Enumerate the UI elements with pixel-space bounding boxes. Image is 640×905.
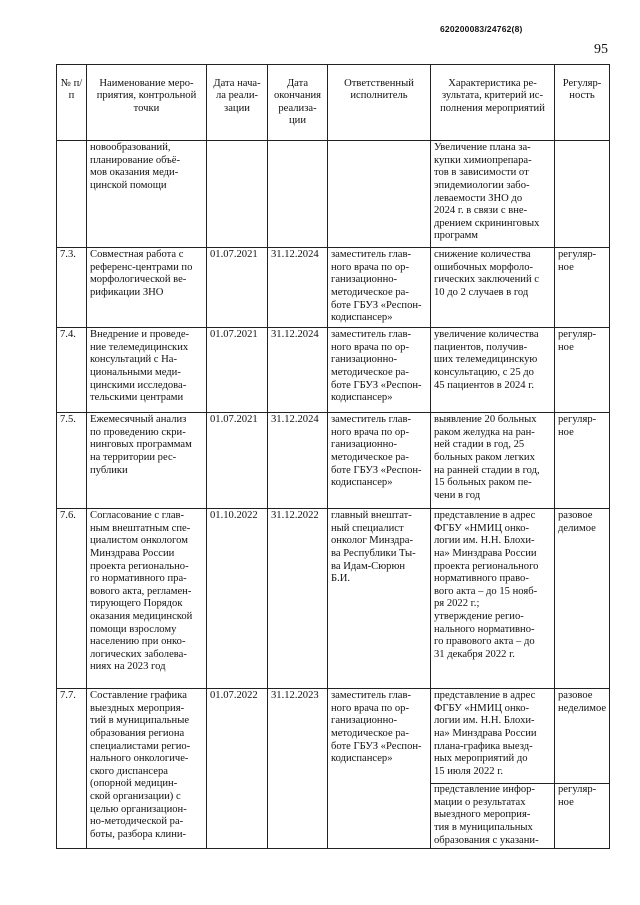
start-date-cell xyxy=(207,141,268,248)
result-text: Увеличение плана за- купки химиопрепара- тов в зависимости от эпидемиологии забо- леваемости ЗНО до 2024 г. в связи с вне- дрением скрининговых программ xyxy=(434,142,540,242)
result-cell xyxy=(431,248,555,328)
result-cell xyxy=(431,328,555,413)
regularity-cell xyxy=(555,509,610,689)
start-date-cell: 01.07.2022 xyxy=(207,689,268,849)
table-row xyxy=(57,141,610,248)
end-date-cell xyxy=(268,141,328,248)
result-text: выявление 20 больных раком желудка на ран- ней стадии в год, 25 больных раком легких на ранней стадии в год, 15 больных раком пе- чени в год xyxy=(434,414,540,501)
plan-table xyxy=(56,64,610,849)
page-number: 95 xyxy=(594,42,608,57)
regularity-cell xyxy=(555,248,610,328)
end-date-cell: 31.12.2024 xyxy=(268,413,328,509)
row-number-cell: 7.5. xyxy=(57,413,87,509)
row-number-cell: 7.3. xyxy=(57,248,87,328)
row-number-cell xyxy=(57,141,87,248)
row-number-cell: 7.7. xyxy=(57,689,87,849)
responsible-cell: заместитель глав- ного врача по ор- ганизационно- методическое ра- боте ГБУЗ «Респон- кодиспансер» xyxy=(328,689,431,849)
row-number-cell: 7.4. xyxy=(57,328,87,413)
end-date-cell: 31.12.2024 xyxy=(268,328,328,413)
table-row xyxy=(57,328,610,413)
activity-name-cell: Ежемесячный анализ по проведению скри- нинговых программам на территории рес- публики xyxy=(87,413,207,509)
reg-text: разовое делимое xyxy=(558,510,596,534)
start-date-cell: 01.10.2022 xyxy=(207,509,268,689)
result-cell xyxy=(431,141,555,248)
start-date-cell: 01.07.2021 xyxy=(207,328,268,413)
responsible-cell: заместитель глав- ного врача по ор- ганизационно- методическое ра- боте ГБУЗ «Респон- кодиспансер» xyxy=(328,328,431,413)
result-text: представление в адрес ФГБУ «НМИЦ онко- логии им. Н.Н. Блохи- на» Минздрава России проекта регионального нормативного право- вого акта – до 15 нояб- ря 2022 г.; утверждение регио- нального нормативно- го правового акта – до 31 декабря 2022 г. xyxy=(434,510,539,660)
column-header: № п/п xyxy=(57,65,87,141)
regularity-cell xyxy=(555,328,610,413)
result-cell xyxy=(431,689,555,849)
result-cell xyxy=(431,413,555,509)
reg-text: регуляр- ное xyxy=(558,329,597,353)
start-date-cell: 01.07.2021 xyxy=(207,248,268,328)
reg-text: регуляр- ное xyxy=(558,414,597,438)
activity-name-cell: Внедрение и проведе- ние телемедицинских консультаций с На- циональными меди- цинскими исследова- тельскими центрами xyxy=(87,328,207,413)
table-row xyxy=(57,689,610,849)
responsible-cell xyxy=(328,141,431,248)
document-number: 620200083/24762(8) xyxy=(440,24,523,34)
column-header: Дата окончания реализа- ции xyxy=(268,65,328,141)
column-header: Характеристика ре- зультата, критерий ис- полнения мероприятий xyxy=(431,65,555,141)
table-row xyxy=(57,248,610,328)
responsible-cell: заместитель глав- ного врача по ор- ганизационно- методическое ра- боте ГБУЗ «Респон- кодиспансер» xyxy=(328,413,431,509)
start-date-cell: 01.07.2021 xyxy=(207,413,268,509)
reg-text: регуляр- ное xyxy=(558,249,597,273)
table-row xyxy=(57,413,610,509)
end-date-cell: 31.12.2024 xyxy=(268,248,328,328)
activity-name-cell: новообразований, планирование объё- мов оказания меди- цинской помощи xyxy=(87,141,207,248)
result-text: представление инфор- мации о результатах выездного мероприя- тия в муниципальных образования с указани- xyxy=(434,784,539,846)
regularity-cell xyxy=(555,141,610,248)
reg-text: разовое неделимое xyxy=(558,690,607,714)
column-header: Наименование меро- приятия, контрольной точки xyxy=(87,65,207,141)
responsible-cell: главный внештат- ный специалист онколог Минздра- ва Республики Ты- ва Идам-Сюрюн Б.И. xyxy=(328,509,431,689)
activity-name-cell: Совместная работа с референс-центрами по морфологической ве- рификации ЗНО xyxy=(87,248,207,328)
column-header: Ответственный исполнитель xyxy=(328,65,431,141)
reg-text: регуляр- ное xyxy=(558,784,597,808)
end-date-cell: 31.12.2022 xyxy=(268,509,328,689)
activity-name-cell: Составление графика выездных мероприя- тий в муниципальные образования региона специалистами регио- нального онкологиче- ского диспансера (опорной медицин- ской организации) с целью организацион- но-методической ра- боты, разбора клини- xyxy=(87,689,207,849)
result-text: снижение количества ошибочных морфоло- гических заключений с 10 до 2 случаев в год xyxy=(434,249,539,298)
result-cell xyxy=(431,509,555,689)
column-header: Регуляр- ность xyxy=(555,65,610,141)
row-number-cell: 7.6. xyxy=(57,509,87,689)
activity-name-cell: Согласование с глав- ным внештатным спе- циалистом онкологом Минздрава России проекта регионально- го нормативного пра- вового акта, регламен- тирующего Порядок оказания медицинской помощи взрослому населению при онко- логических заболева- ниях на 2023 год xyxy=(87,509,207,689)
table-row xyxy=(57,509,610,689)
result-text: увеличение количества пациентов, получив- ших телемедицинскую консультацию, с 25 до 45 пациентов в 2024 г. xyxy=(434,329,539,391)
regularity-cell xyxy=(555,413,610,509)
responsible-cell: заместитель глав- ного врача по ор- ганизационно- методическое ра- боте ГБУЗ «Респон- кодиспансер» xyxy=(328,248,431,328)
regularity-cell xyxy=(555,689,610,849)
column-header: Дата нача- ла реали- зации xyxy=(207,65,268,141)
result-text: представление в адрес ФГБУ «НМИЦ онко- логии им. Н.Н. Блохи- на» Минздрава России плана-графика выезд- ных мероприятий до 15 июля 2022 г. xyxy=(434,690,537,777)
end-date-cell: 31.12.2023 xyxy=(268,689,328,849)
table-header-row xyxy=(57,65,610,141)
